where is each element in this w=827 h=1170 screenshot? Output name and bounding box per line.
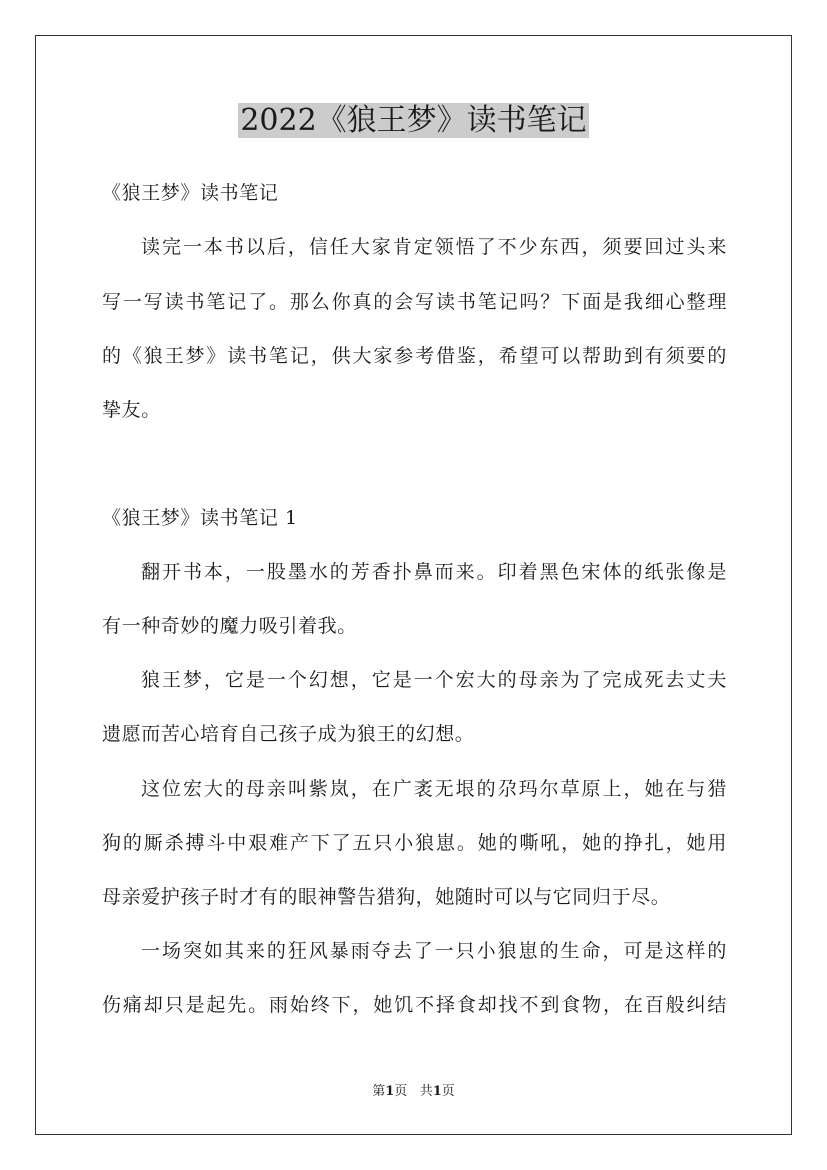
paragraph-line: 一场突如其来的狂风暴雨夺去了一只小狼崽的生命，可是这样的 <box>141 940 727 962</box>
paragraph-line: 遗愿而苦心培育自己孩子成为狼王的幻想。 <box>102 723 475 745</box>
paragraph-line: 狼王梦，它是一个幻想，它是一个宏大的母亲为了完成死去丈夫 <box>141 669 727 691</box>
section-heading: 《狼王梦》读书笔记 1 <box>102 507 298 529</box>
footer-page-total: 1 <box>432 1084 442 1099</box>
paragraph-line: 有一种奇妙的魔力吸引着我。 <box>102 615 357 637</box>
footer-page-mid: 页 共 <box>394 1084 433 1099</box>
page-footer <box>0 1082 827 1102</box>
paragraph-line: 伤痛却只是起先。雨始终下，她饥不择食却找不到食物，在百般纠结 <box>102 994 727 1016</box>
paragraph-line: 翻开书本，一股墨水的芳香扑鼻而来。印着黑色宋体的纸张像是 <box>141 561 727 583</box>
footer-page-prefix: 第 <box>372 1084 386 1099</box>
document-title <box>0 98 827 144</box>
paragraph-line: 狗的厮杀搏斗中艰难产下了五只小狼崽。她的嘶吼，她的挣扎，她用 <box>102 832 727 854</box>
intro-line: 写一写读书笔记了。那么你真的会写读书笔记吗？下面是我细心整理 <box>102 291 727 313</box>
footer-page-suffix: 页 <box>441 1084 455 1099</box>
intro-line: 读完一本书以后，信任大家肯定领悟了不少东西，须要回过头来 <box>141 236 727 258</box>
section-heading: 《狼王梦》读书笔记 <box>102 182 279 204</box>
paragraph-line: 母亲爱护孩子时才有的眼神警告猎狗，她随时可以与它同归于尽。 <box>102 886 671 908</box>
intro-line: 的《狼王梦》读书笔记，供大家参考借鉴，希望可以帮助到有须要的 <box>102 345 727 367</box>
paragraph-line: 这位宏大的母亲叫紫岚，在广袤无垠的尕玛尔草原上，她在与猎 <box>141 778 727 800</box>
footer-page-number: 1 <box>385 1084 395 1099</box>
intro-line: 挚友。 <box>102 399 161 421</box>
document-title-text: 2022《狼王梦》读书笔记 <box>240 103 587 138</box>
